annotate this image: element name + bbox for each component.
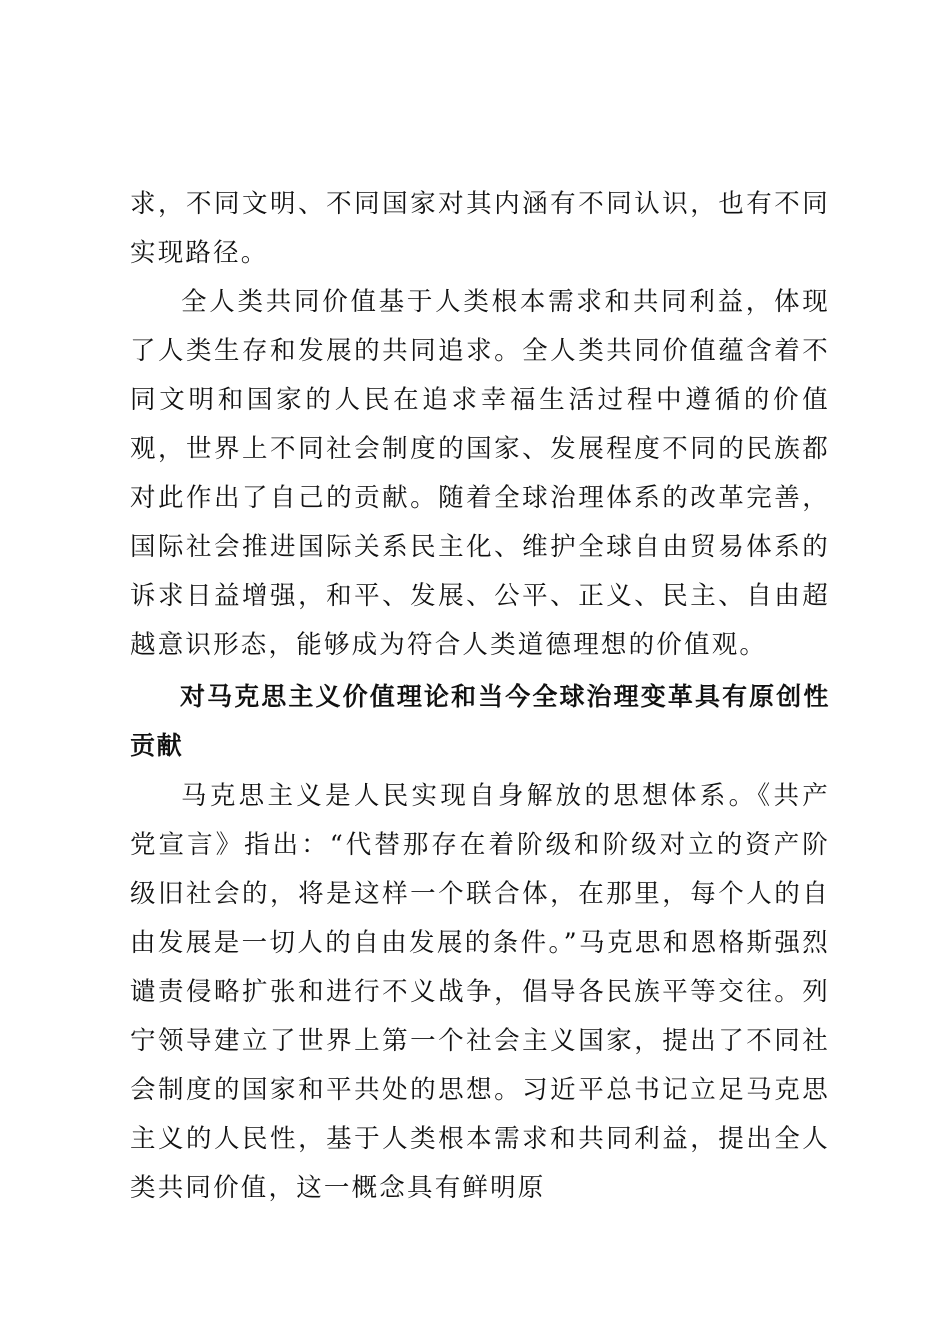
document-body xyxy=(130,180,830,1213)
section-heading: 对马克思主义价值理论和当今全球治理变革具有原创性贡献 xyxy=(130,682,830,760)
paragraph-common-values: 全人类共同价值基于人类根本需求和共同利益，体现了人类生存和发展的共同追求。全人类共同价值蕴含着不同文明和国家的人民在追求幸福生活过程中遵循的价值观，世界上不同社会制度的国家、发展程度不同的民族都对此作出了自己的贡献。随着全球治理体系的改革完善，国际社会推进国际关系民主化、维护全球自由贸易体系的诉求日益增强，和平、发展、公平、正义、民主、自由超越意识形态，能够成为符合人类道德理想的价值观。 xyxy=(130,287,830,660)
paragraph-marxism: 马克思主义是人民实现自身解放的思想体系。《共产党宣言》指出：“代替那存在着阶级和阶级对立的资产阶级旧社会的，将是这样一个联合体，在那里，每个人的自由发展是一切人的自由发展的条件。”马克思和恩格斯强烈谴责侵略扩张和进行不义战争，倡导各民族平等交往。列宁领导建立了世界上第一个社会主义国家，提出了不同社会制度的国家和平共处的思想。习近平总书记立足马克思主义的人民性，基于人类根本需求和共同利益，提出全人类共同价值，这一概念具有鲜明原 xyxy=(130,781,830,1203)
paragraph-continuation: 求，不同文明、不同国家对其内涵有不同认识，也有不同实现路径。 xyxy=(130,189,830,268)
